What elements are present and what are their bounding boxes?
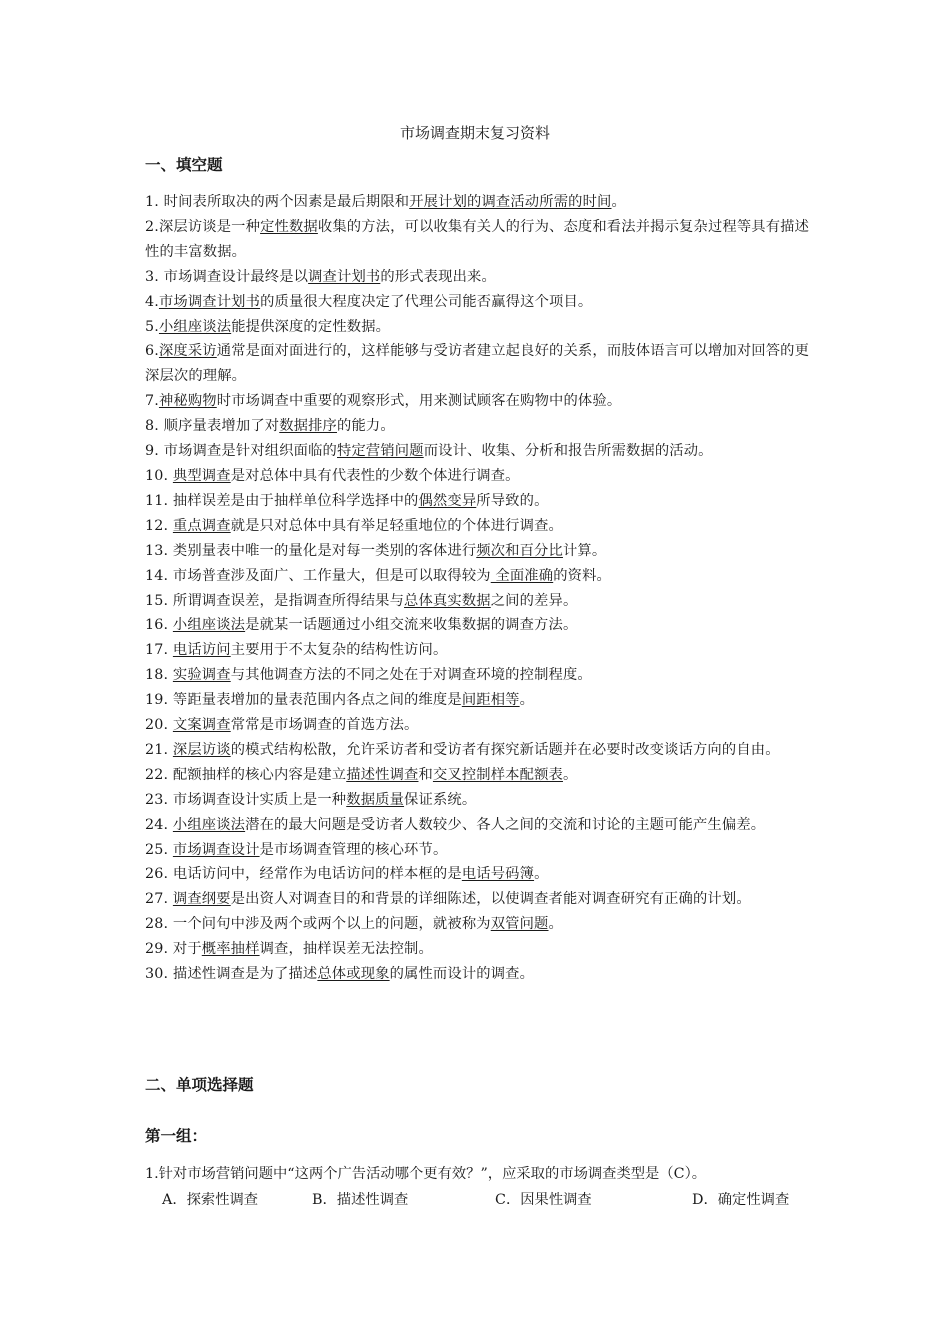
question-text: 4.: [145, 293, 159, 310]
question-item: [145, 887, 813, 912]
question-item: [145, 688, 813, 713]
question-text: 14. 市场普查涉及面广、工作量大，但是可以取得较为: [145, 567, 491, 584]
question-item: [145, 937, 813, 962]
answer-underlined: 小组座谈法: [172, 617, 246, 634]
answer-underlined: 数据排序: [279, 418, 338, 435]
answer-underlined: 频次和百分比: [476, 542, 563, 559]
question-item: [145, 514, 813, 539]
question-item: [145, 389, 813, 414]
question-text: 所导致的。: [476, 492, 549, 509]
answer-underlined: 重点调查: [172, 517, 231, 534]
question-text: 18.: [145, 667, 173, 684]
question-item: [145, 788, 813, 813]
question-text: 16.: [145, 617, 173, 634]
answer-underlined: 文案调查: [172, 717, 231, 734]
answer-underlined: 间距相等: [461, 692, 520, 709]
question-item: [145, 912, 813, 937]
answer-underlined: 电话访问: [172, 642, 231, 659]
answer-underlined: 调查计划书: [308, 268, 381, 285]
question-text: 。: [611, 194, 626, 210]
question-text: 是市场调查管理的核心环节。: [259, 841, 448, 858]
question-text: 30. 描述性调查是为了描述: [145, 966, 318, 983]
question-text: 8. 顺序量表增加了对: [145, 418, 280, 435]
question-item: [145, 414, 813, 439]
answer-underlined: 典型调查: [172, 467, 231, 484]
question-text: 13. 类别量表中唯一的量化是对每一类别的客体进行: [145, 542, 477, 559]
question-text: 27.: [145, 891, 173, 908]
question-text: 与其他调查方法的不同之处在于对调查环境的控制程度。: [230, 667, 592, 684]
question-text: 通常是面对面进行的，这样能够与受访者建立起良好的关系，而肢体语言可以增加对回答的更深层次的理解。: [145, 343, 810, 385]
question-text: 19. 等距量表增加的量表范围内各点之间的维度是: [145, 692, 462, 709]
question-text: 6.: [145, 343, 159, 360]
answer-underlined: 深层访谈: [172, 741, 231, 758]
question-text: 1. 时间表所取决的两个因素是最后期限和: [145, 194, 410, 210]
answer-underlined: 总体真实数据: [404, 592, 491, 609]
question-item: [145, 539, 813, 564]
group-heading: 第一组：: [145, 1127, 208, 1145]
question-text: 的质量很大程度决定了代理公司能否赢得这个项目。: [260, 293, 593, 310]
question-text: 常常是市场调查的首选方法。: [230, 717, 419, 734]
answer-underlined: 概率抽样: [201, 941, 260, 958]
answer-underlined: 定性数据: [260, 218, 318, 235]
question-text: 10.: [145, 467, 173, 484]
question-item: [145, 663, 813, 688]
question-text: 的形式表现出来。: [380, 268, 496, 285]
question-text: 17.: [145, 642, 173, 659]
answer-underlined: 双管问题: [490, 916, 549, 933]
question-item: [145, 190, 813, 215]
question-item: [145, 763, 813, 788]
question-text: 。: [548, 916, 563, 933]
question-text: 的资料。: [553, 567, 611, 584]
question-item: [145, 215, 813, 265]
question-text: 23. 市场调查设计实质上是一种: [145, 791, 347, 808]
question-text: 时市场调查中重要的观察形式，用来测试顾客在购物中的体验。: [216, 393, 622, 410]
question-item: [145, 962, 813, 987]
question-text: 11. 抽样误差是由于抽样单位科学选择中的: [145, 492, 419, 509]
question-text: 的能力。: [337, 418, 395, 435]
section-heading-fill-blank: 一、填空题: [145, 156, 223, 174]
question-item: [145, 738, 813, 763]
question-text: 20.: [145, 717, 173, 734]
answer-underlined: 电话号码簿: [461, 866, 535, 883]
question-text: 22. 配额抽样的核心内容是建立: [145, 766, 347, 783]
question-text: 26. 电话访问中，经常作为电话访问的样本框的是: [145, 866, 462, 883]
answer-underlined: 调查纲要: [172, 891, 231, 908]
question-item: [145, 315, 813, 340]
question-text: 收集的方法，可以收集有关人的行为、态度和看法并揭示复杂过程等具有描述性的丰富数据。: [145, 218, 810, 260]
answer-underlined: 深度采访: [158, 343, 217, 360]
question-text: 29. 对于: [145, 941, 202, 958]
question-item: [145, 464, 813, 489]
question-text: 计算。: [562, 542, 607, 559]
question-text: 是对总体中具有代表性的少数个体进行调查。: [230, 467, 520, 484]
question-text: 调查，抽样误差无法控制。: [259, 941, 433, 958]
answer-underlined: 市场调查设计: [172, 841, 260, 858]
answer-underlined: 交叉控制样本配额表: [432, 766, 563, 783]
question-item: [145, 613, 813, 638]
answer-underlined: 小组座谈法: [158, 318, 232, 335]
question-item: [145, 265, 813, 290]
question-text: 潜在的最大问题是受访者人数较少、各人之间的交流和讨论的主题可能产生偏差。: [245, 816, 766, 833]
question-text: 2.深层访谈是一种: [145, 218, 261, 235]
question-text: 保证系统。: [404, 791, 477, 808]
document-title: 市场调查期末复习资料: [399, 124, 550, 142]
question-text: 的模式结构松散，允许采访者和受访者有探究新话题并在必要时改变谈话方向的自由。: [230, 741, 780, 758]
question-text: 7.: [145, 393, 159, 410]
choice-option-c: C．因果性调查: [495, 1192, 592, 1208]
answer-underlined: 神秘购物: [158, 393, 217, 410]
question-text: 。: [562, 766, 578, 783]
question-text: 。: [534, 866, 549, 883]
question-text: 21.: [145, 741, 173, 758]
question-text: 9. 市场调查是针对组织面临的: [145, 443, 337, 460]
answer-underlined: 总体或现象: [317, 966, 390, 983]
answer-underlined: 偶然变异: [418, 492, 477, 509]
question-item: [145, 838, 813, 863]
answer-underlined: 特定营销问题: [337, 443, 424, 460]
answer-underlined: 描述性调查: [346, 766, 419, 783]
question-item: [145, 862, 813, 887]
choice-option-d: D．确定性调查: [692, 1192, 790, 1208]
answer-underlined: 全面准确: [490, 567, 554, 584]
question-text: 15. 所谓调查误差，是指调查所得结果与: [145, 592, 405, 609]
choice-option-a: A．探索性调查: [162, 1192, 259, 1208]
question-text: 。: [519, 692, 535, 709]
question-text: 就是只对总体中具有举足轻重地位的个体进行调查。: [230, 517, 563, 534]
question-text: 而设计、收集、分析和报告所需数据的活动。: [423, 443, 713, 460]
question-text: 的属性而设计的调查。: [389, 966, 535, 983]
answer-underlined: 小组座谈法: [172, 816, 246, 833]
question-text: 能提供深度的定性数据。: [231, 318, 391, 335]
question-item: [145, 290, 813, 315]
question-text: 28. 一个问句中涉及两个或两个以上的问题，就被称为: [145, 916, 491, 933]
question-item: [145, 813, 813, 838]
question-text: 主要用于不太复杂的结构性访问。: [230, 642, 448, 659]
question-text: 之间的差异。: [490, 592, 578, 609]
choice-question-1: 1.针对市场营销问题中“这两个广告活动哪个更有效？”，应采取的市场调查类型是（C）。: [145, 1166, 707, 1182]
question-text: 12.: [145, 517, 173, 534]
question-item: [145, 589, 813, 614]
answer-underlined: 数据质量: [346, 791, 405, 808]
question-item: [145, 439, 813, 464]
question-text: 25.: [145, 841, 173, 858]
question-item: [145, 339, 813, 389]
answer-underlined: 开展计划的调查活动所需的时间: [409, 194, 612, 210]
question-text: 3. 市场调查设计最终是以: [145, 268, 309, 285]
question-text: 是出资人对调查目的和背景的详细陈述，以使调查者能对调查研究有正确的计划。: [230, 891, 751, 908]
question-item: [145, 564, 813, 589]
choice-option-b: B．描述性调查: [312, 1192, 409, 1208]
question-text: 5.: [145, 318, 159, 335]
question-text: 和: [418, 766, 433, 783]
question-item: [145, 638, 813, 663]
section-heading-single-choice: 二、单项选择题: [145, 1076, 254, 1094]
question-text: 24.: [145, 816, 173, 833]
answer-underlined: 实验调查: [172, 667, 231, 684]
question-text: 是就某一话题通过小组交流来收集数据的调查方法。: [245, 617, 578, 634]
question-item: [145, 489, 813, 514]
answer-underlined: 市场调查计划书: [158, 293, 261, 310]
question-item: [145, 713, 813, 738]
fill-blank-question-list: [145, 190, 813, 987]
